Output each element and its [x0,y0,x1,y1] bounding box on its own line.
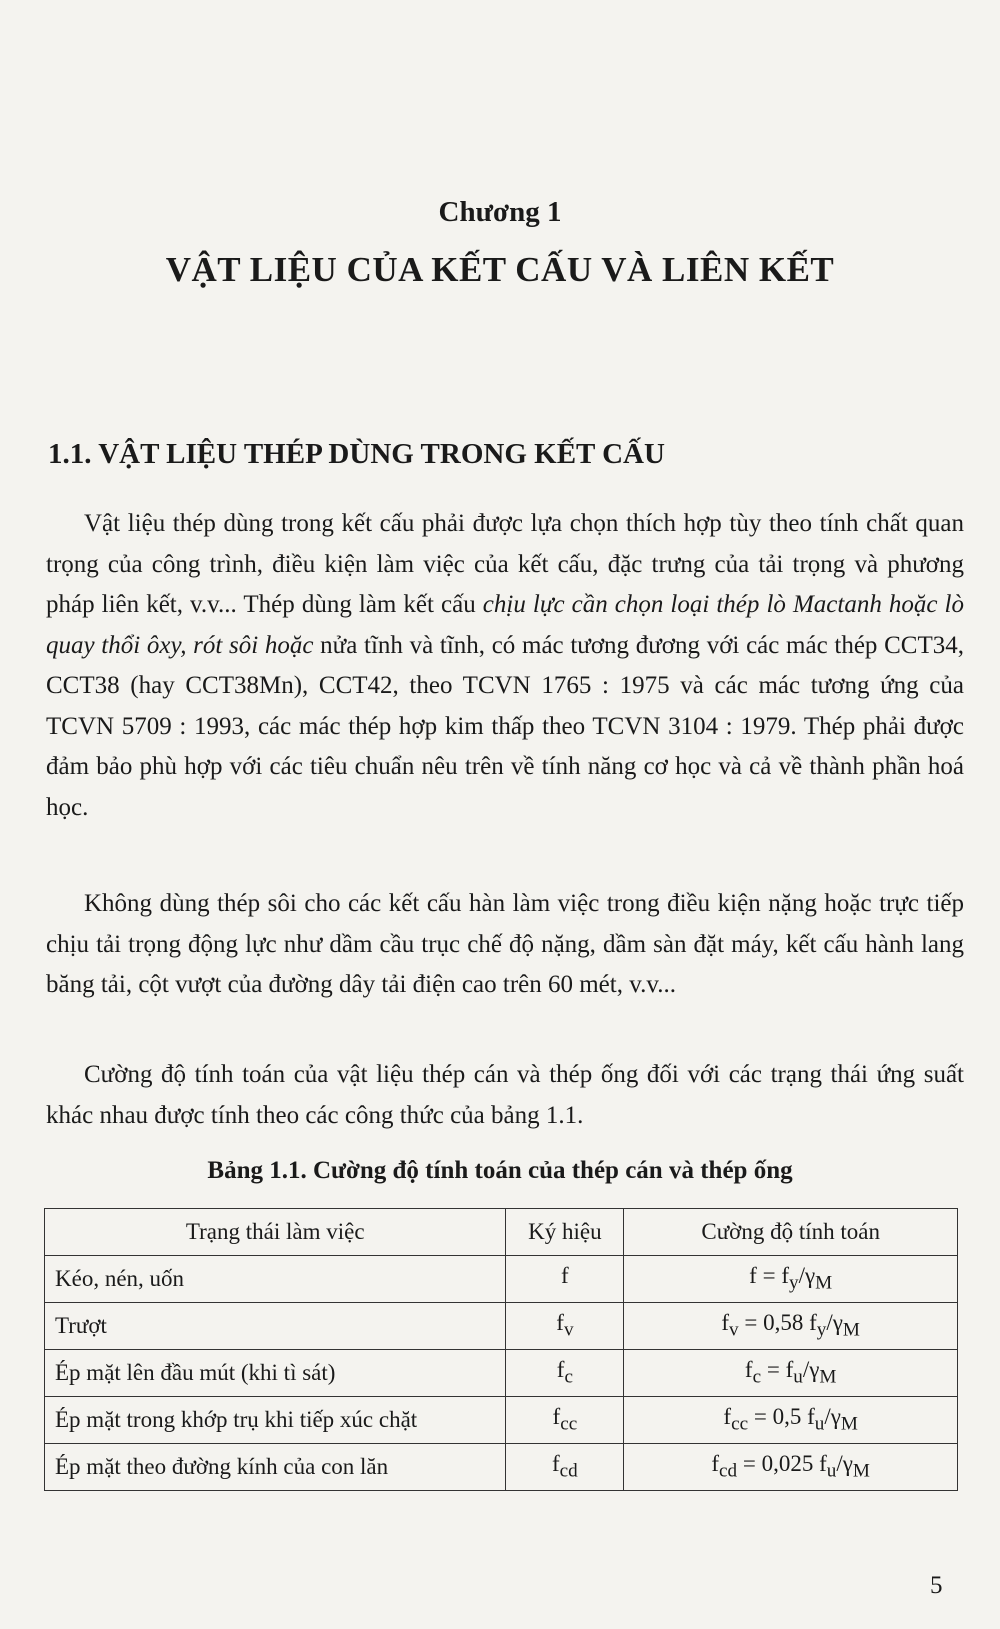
table-row [45,1444,958,1491]
formula-equals: = [737,1451,762,1477]
cell-state: Ép mặt lên đầu mút (khi tì sát) [45,1350,506,1397]
formula-divide-gamma: /γ [798,1263,816,1289]
formula-coefficient: 0,025 [761,1451,820,1477]
cell-symbol [506,1397,624,1444]
symbol-base: f [556,1357,565,1383]
formula-divide-gamma: /γ [802,1357,820,1383]
formula-divide-gamma: /γ [836,1451,853,1477]
paragraph-1-text-a: Vật liệu thép dùng trong kết cấu phải được lựa chọn thích hợp tùy theo tính chất quan trọng của công trình, điều kiện làm việc của kết cấu, đặc trưng của tải trọng và phương pháp liên kết, v.v... Thép dùng làm kết cấu [46,510,964,618]
paragraph-1-italic: chịu lực cần chọn loại thép lò Mactanh hoặc lò quay thổi ôxy, rót sôi hoặc [46,591,964,659]
cell-state: Ép mặt theo đường kính của con lăn [45,1444,506,1491]
formula-lhs-subscript: c [752,1366,762,1388]
formula-numerator: f [781,1263,789,1289]
formula-lhs: f [721,1310,730,1336]
chapter-title: VẬT LIỆU CỦA KẾT CẤU VÀ LIÊN KẾT [165,250,835,289]
cell-state: Trượt [45,1303,506,1350]
symbol-base: f [552,1404,561,1430]
formula-lhs: f [723,1404,732,1430]
formula-lhs: f [749,1263,757,1289]
strength-table [44,1208,958,1491]
formula-lhs: f [711,1451,720,1477]
paragraph-1-text-b: nửa tĩnh và tĩnh, có mác tương đương với các mác thép CCT34, CCT38 (hay CCT38Mn), CCT42, theo TCVN 1765 : 1975 và các mác tương ứng của TCVN 5709 : 1993, các mác thép hợp kim thấp theo TCVN 3104 : 1979. Thép phải được đảm bảo phù hợp với các tiêu chuẩn nêu trên về tính năng cơ học và cả về thành phần hoá học. [46,631,964,821]
table-row [45,1303,958,1350]
cell-symbol [506,1444,624,1491]
cell-state: Kéo, nén, uốn [45,1256,506,1303]
formula-numerator-subscript: u [814,1413,825,1435]
cell-symbol [506,1303,624,1350]
formula-numerator: f [819,1451,827,1477]
chapter-label: Chương 1 [438,196,562,228]
header-state: Trạng thái làm việc [45,1209,506,1256]
cell-formula [624,1444,958,1491]
formula-numerator-subscript: y [816,1319,827,1341]
cell-formula [624,1303,958,1350]
formula-divide-gamma: /γ [826,1310,843,1336]
symbol-base: f [552,1451,560,1477]
formula-numerator-subscript: u [793,1366,803,1388]
symbol-subscript: c [564,1366,573,1388]
paragraph-2 [46,884,964,1006]
formula-equals: = [761,1357,786,1383]
formula-lhs-subscript: v [729,1319,739,1341]
formula-gamma-subscript: M [815,1272,833,1294]
formula-gamma-subscript: M [842,1319,860,1341]
formula-gamma-subscript: M [840,1413,858,1435]
formula-numerator: f [785,1357,794,1383]
table-row [45,1256,958,1303]
formula-equals: = [738,1310,764,1336]
formula-lhs-subscript: cd [719,1460,738,1482]
symbol-base: f [556,1310,564,1336]
formula-equals: = [748,1404,773,1430]
cell-symbol [506,1256,624,1303]
symbol-base: f [561,1263,569,1289]
header-strength: Cường độ tính toán [624,1209,958,1256]
cell-formula [624,1350,958,1397]
formula-numerator: f [807,1404,815,1430]
symbol-subscript: cd [559,1460,578,1482]
formula-numerator-subscript: u [826,1460,837,1482]
table-row [45,1350,958,1397]
formula-divide-gamma: /γ [824,1404,841,1430]
cell-symbol [506,1350,624,1397]
cell-formula [624,1397,958,1444]
paragraph-3 [46,1055,964,1136]
symbol-subscript: v [563,1319,574,1341]
cell-formula [624,1256,958,1303]
paragraph-1 [46,504,964,828]
table-row [45,1397,958,1444]
formula-coefficient: 0,58 [763,1310,810,1336]
symbol-subscript: cc [560,1413,578,1435]
paragraph-3-text: Cường độ tính toán của vật liệu thép cán và thép ống đối với các trạng thái ứng suất khác nhau được tính theo các công thức của bảng 1.1. [46,1061,964,1129]
formula-gamma-subscript: M [819,1366,837,1388]
formula-gamma-subscript: M [852,1460,870,1482]
formula-lhs: f [744,1357,753,1383]
section-heading: 1.1. VẬT LIỆU THÉP DÙNG TRONG KẾT CẤU [48,438,665,470]
formula-coefficient: 0,5 [772,1404,808,1430]
formula-numerator-subscript: y [788,1272,799,1294]
paragraph-2-text: Không dùng thép sôi cho các kết cấu hàn làm việc trong điều kiện nặng hoặc trực tiếp chịu tải trọng động lực như dầm cầu trục chế độ nặng, dầm sàn đặt máy, kết cấu hành lang băng tải, cột vượt của đường dây tải điện cao trên 60 mét, v.v... [46,890,964,998]
cell-state: Ép mặt trong khớp trụ khi tiếp xúc chặt [45,1397,506,1444]
formula-numerator: f [809,1310,817,1336]
header-symbol: Ký hiệu [506,1209,624,1256]
table-header-row [45,1209,958,1256]
formula-lhs-subscript: cc [731,1413,749,1435]
formula-equals: = [756,1263,782,1289]
table-caption: Bảng 1.1. Cường độ tính toán của thép cán và thép ống [207,1157,793,1184]
page-number: 5 [930,1572,943,1599]
